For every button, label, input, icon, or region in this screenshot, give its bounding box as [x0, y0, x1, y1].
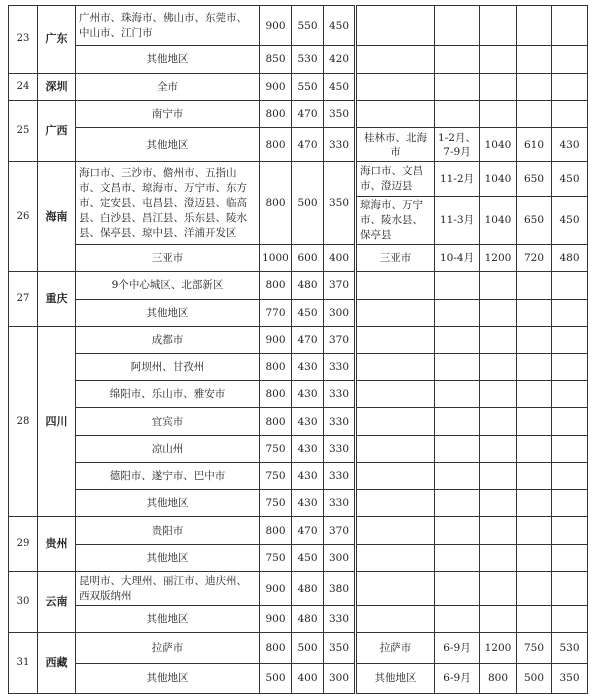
standard-value: 900: [260, 571, 292, 605]
standard-value: 300: [324, 299, 356, 326]
standard-value: 480: [292, 272, 324, 299]
area-cell: 其他地区: [76, 544, 260, 571]
standard-value: 430: [292, 462, 324, 489]
season-area-cell: 其他地区: [356, 663, 435, 693]
season-value: [517, 517, 552, 544]
standard-value: 330: [324, 408, 356, 435]
season-period: [435, 299, 480, 326]
row-number: 28: [9, 326, 38, 517]
table-row: [9, 46, 588, 73]
area-cell: 宜宾市: [76, 408, 260, 435]
season-period: [435, 606, 480, 633]
season-value: 450: [552, 162, 588, 196]
standard-value: 330: [324, 490, 356, 517]
standard-value: 500: [292, 162, 324, 245]
standard-value: 900: [260, 606, 292, 633]
season-value: [480, 73, 517, 100]
season-period: [435, 408, 480, 435]
season-period: [435, 544, 480, 571]
season-value: [517, 606, 552, 633]
area-cell: 贵阳市: [76, 517, 260, 544]
season-value: [552, 381, 588, 408]
province-name: 重庆: [38, 272, 76, 326]
standard-value: 470: [292, 326, 324, 353]
standard-value: 800: [260, 633, 292, 663]
table-row: [9, 73, 588, 100]
season-value: 800: [480, 663, 517, 693]
season-value: 530: [552, 633, 588, 663]
area-cell: 广州市、珠海市、佛山市、东莞市、中山市、江门市: [76, 6, 260, 46]
area-cell: 凉山州: [76, 435, 260, 462]
province-name: 贵州: [38, 517, 76, 571]
standard-value: 500: [260, 663, 292, 693]
season-value: [517, 490, 552, 517]
standard-value: 750: [260, 490, 292, 517]
season-value: [552, 490, 588, 517]
season-area-cell: 琼海市、万宁市、陵水县、保亭县: [356, 196, 435, 244]
standard-value: 900: [260, 326, 292, 353]
standard-value: 450: [324, 73, 356, 100]
standard-value: 480: [292, 571, 324, 605]
season-period: [435, 381, 480, 408]
season-period: [435, 73, 480, 100]
table-row: [9, 633, 588, 663]
season-value: 650: [517, 162, 552, 196]
season-value: [552, 73, 588, 100]
standard-value: 400: [292, 663, 324, 693]
table-row: [9, 408, 588, 435]
standard-value: 450: [324, 6, 356, 46]
season-value: [480, 606, 517, 633]
season-area-cell: 桂林市、北海市: [356, 128, 435, 162]
standard-value: 770: [260, 299, 292, 326]
standard-value: 530: [292, 46, 324, 73]
season-value: [552, 544, 588, 571]
row-number: 26: [9, 162, 38, 272]
row-number: 24: [9, 73, 38, 100]
season-area-cell: [356, 408, 435, 435]
season-value: [552, 571, 588, 605]
season-period: [435, 46, 480, 73]
season-area-cell: [356, 73, 435, 100]
season-value: [517, 462, 552, 489]
season-value: [480, 408, 517, 435]
standard-value: 1000: [260, 245, 292, 272]
table-row: [9, 462, 588, 489]
table-row: [9, 663, 588, 693]
standard-value: 400: [324, 245, 356, 272]
table-row: [9, 245, 588, 272]
season-period: [435, 354, 480, 381]
season-area-cell: [356, 462, 435, 489]
table-row: [9, 544, 588, 571]
row-number: 25: [9, 100, 38, 162]
season-period: 1-2月、7-9月: [435, 128, 480, 162]
standard-value: 300: [324, 544, 356, 571]
table-row: [9, 571, 588, 605]
area-cell: 阿坝州、甘孜州: [76, 354, 260, 381]
standard-value: 500: [292, 633, 324, 663]
table-row: [9, 6, 588, 46]
season-value: 750: [517, 633, 552, 663]
season-value: [480, 571, 517, 605]
standard-value: 550: [292, 73, 324, 100]
season-period: 6-9月: [435, 633, 480, 663]
area-cell: 绵阳市、乐山市、雅安市: [76, 381, 260, 408]
area-cell: 全市: [76, 73, 260, 100]
season-value: 1200: [480, 245, 517, 272]
area-cell: 成都市: [76, 326, 260, 353]
standard-value: 370: [324, 272, 356, 299]
table-row: [9, 354, 588, 381]
season-value: 1200: [480, 633, 517, 663]
season-period: [435, 571, 480, 605]
area-cell: 海口市、三沙市、儋州市、五指山市、文昌市、琼海市、万宁市、东方市、定安县、屯昌县、澄迈县、临高县、白沙县、昌江县、乐东县、陵水县、保亭县、琼中县、洋浦开发区: [76, 162, 260, 245]
standard-value: 450: [292, 544, 324, 571]
province-name: 深圳: [38, 73, 76, 100]
season-value: [480, 435, 517, 462]
area-cell: 其他地区: [76, 663, 260, 693]
row-number: 29: [9, 517, 38, 571]
season-period: [435, 490, 480, 517]
area-cell: 昆明市、大理州、丽江市、迪庆州、西双版纳州: [76, 571, 260, 605]
season-area-cell: [356, 46, 435, 73]
season-period: 11-2月: [435, 162, 480, 196]
standard-value: 800: [260, 517, 292, 544]
season-value: 1040: [480, 128, 517, 162]
season-area-cell: [356, 299, 435, 326]
season-period: [435, 100, 480, 127]
season-area-cell: 三亚市: [356, 245, 435, 272]
season-value: 450: [552, 196, 588, 244]
season-value: 650: [517, 196, 552, 244]
row-number: 31: [9, 633, 38, 694]
standard-value: 330: [324, 462, 356, 489]
table-row: [9, 162, 588, 196]
standard-value: 900: [260, 6, 292, 46]
season-period: [435, 6, 480, 46]
season-value: [480, 490, 517, 517]
season-value: [480, 326, 517, 353]
season-value: 500: [517, 663, 552, 693]
season-value: 610: [517, 128, 552, 162]
standard-value: 800: [260, 408, 292, 435]
standard-value: 550: [292, 6, 324, 46]
season-value: [517, 571, 552, 605]
season-value: [517, 326, 552, 353]
season-area-cell: [356, 354, 435, 381]
standard-value: 430: [292, 490, 324, 517]
standard-value: 370: [324, 517, 356, 544]
season-value: [480, 100, 517, 127]
season-period: [435, 272, 480, 299]
province-name: 云南: [38, 571, 76, 633]
standard-value: 430: [292, 435, 324, 462]
season-period: [435, 326, 480, 353]
table-row: [9, 326, 588, 353]
table-row: [9, 100, 588, 127]
season-value: [480, 6, 517, 46]
season-value: [552, 517, 588, 544]
season-area-cell: [356, 544, 435, 571]
season-area-cell: [356, 272, 435, 299]
standard-value: 330: [324, 435, 356, 462]
area-cell: 其他地区: [76, 128, 260, 162]
standard-value: 850: [260, 46, 292, 73]
season-area-cell: [356, 490, 435, 517]
row-number: 27: [9, 272, 38, 326]
standard-value: 800: [260, 354, 292, 381]
standard-value: 750: [260, 544, 292, 571]
area-cell: 其他地区: [76, 606, 260, 633]
standard-value: 900: [260, 73, 292, 100]
season-value: [480, 299, 517, 326]
table-row: [9, 381, 588, 408]
season-value: 1040: [480, 196, 517, 244]
season-value: [517, 544, 552, 571]
season-value: [552, 46, 588, 73]
season-value: [517, 100, 552, 127]
season-value: [480, 46, 517, 73]
table-row: [9, 299, 588, 326]
season-period: 11-3月: [435, 196, 480, 244]
standard-value: 350: [324, 162, 356, 245]
area-cell: 其他地区: [76, 490, 260, 517]
area-cell: 其他地区: [76, 299, 260, 326]
season-value: [480, 272, 517, 299]
season-value: 350: [552, 663, 588, 693]
season-value: [480, 517, 517, 544]
season-area-cell: [356, 435, 435, 462]
table-row: [9, 517, 588, 544]
area-cell: 其他地区: [76, 46, 260, 73]
season-value: [480, 544, 517, 571]
season-value: 720: [517, 245, 552, 272]
season-period: [435, 517, 480, 544]
standard-value: 800: [260, 381, 292, 408]
season-period: 10-4月: [435, 245, 480, 272]
province-name: 西藏: [38, 633, 76, 694]
area-cell: 德阳市、遂宁市、巴中市: [76, 462, 260, 489]
standard-value: 800: [260, 162, 292, 245]
season-value: [552, 408, 588, 435]
season-value: 480: [552, 245, 588, 272]
area-cell: 南宁市: [76, 100, 260, 127]
season-area-cell: [356, 571, 435, 605]
season-value: [517, 6, 552, 46]
season-area-cell: [356, 517, 435, 544]
season-value: [480, 354, 517, 381]
standard-value: 750: [260, 462, 292, 489]
standard-value: 380: [324, 571, 356, 605]
standard-value: 470: [292, 100, 324, 127]
season-value: [552, 272, 588, 299]
standard-value: 800: [260, 272, 292, 299]
season-value: [552, 435, 588, 462]
standard-value: 370: [324, 326, 356, 353]
season-area-cell: [356, 100, 435, 127]
table-row: [9, 128, 588, 162]
season-period: [435, 435, 480, 462]
standard-value: 800: [260, 100, 292, 127]
standard-value: 430: [292, 354, 324, 381]
standard-value: 470: [292, 517, 324, 544]
season-value: 1040: [480, 162, 517, 196]
season-area-cell: [356, 381, 435, 408]
season-area-cell: [356, 6, 435, 46]
table-row: [9, 435, 588, 462]
season-area-cell: 海口市、文昌市、澄迈县: [356, 162, 435, 196]
standard-value: 350: [324, 633, 356, 663]
season-value: [517, 408, 552, 435]
season-area-cell: 拉萨市: [356, 633, 435, 663]
season-value: [517, 299, 552, 326]
standard-value: 330: [324, 606, 356, 633]
standard-value: 600: [292, 245, 324, 272]
standard-value: 470: [292, 128, 324, 162]
expense-standard-table: [8, 5, 588, 694]
area-cell: 9个中心城区、北部新区: [76, 272, 260, 299]
table-row: [9, 272, 588, 299]
row-number: 23: [9, 6, 38, 74]
area-cell: 三亚市: [76, 245, 260, 272]
standard-value: 300: [324, 663, 356, 693]
season-value: [480, 462, 517, 489]
season-value: [517, 272, 552, 299]
season-period: 6-9月: [435, 663, 480, 693]
season-period: [435, 462, 480, 489]
season-value: [552, 462, 588, 489]
standard-value: 750: [260, 435, 292, 462]
standard-value: 330: [324, 381, 356, 408]
province-name: 广东: [38, 6, 76, 74]
standard-value: 450: [292, 299, 324, 326]
province-name: 海南: [38, 162, 76, 272]
season-value: [552, 100, 588, 127]
standard-value: 480: [292, 606, 324, 633]
season-value: [480, 381, 517, 408]
standard-value: 430: [292, 381, 324, 408]
standard-value: 350: [324, 100, 356, 127]
season-area-cell: [356, 326, 435, 353]
table-row: [9, 606, 588, 633]
season-value: [552, 606, 588, 633]
season-value: [552, 354, 588, 381]
province-name: 四川: [38, 326, 76, 517]
standard-value: 800: [260, 128, 292, 162]
season-value: [517, 46, 552, 73]
standard-value: 430: [292, 408, 324, 435]
season-value: [517, 73, 552, 100]
season-area-cell: [356, 606, 435, 633]
standard-value: 330: [324, 354, 356, 381]
season-value: [517, 354, 552, 381]
season-value: [517, 435, 552, 462]
area-cell: 拉萨市: [76, 633, 260, 663]
province-name: 广西: [38, 100, 76, 162]
season-value: [517, 381, 552, 408]
season-value: [552, 6, 588, 46]
season-value: [552, 326, 588, 353]
season-value: 430: [552, 128, 588, 162]
table-row: [9, 490, 588, 517]
standard-value: 420: [324, 46, 356, 73]
season-value: [552, 299, 588, 326]
standard-value: 330: [324, 128, 356, 162]
row-number: 30: [9, 571, 38, 633]
